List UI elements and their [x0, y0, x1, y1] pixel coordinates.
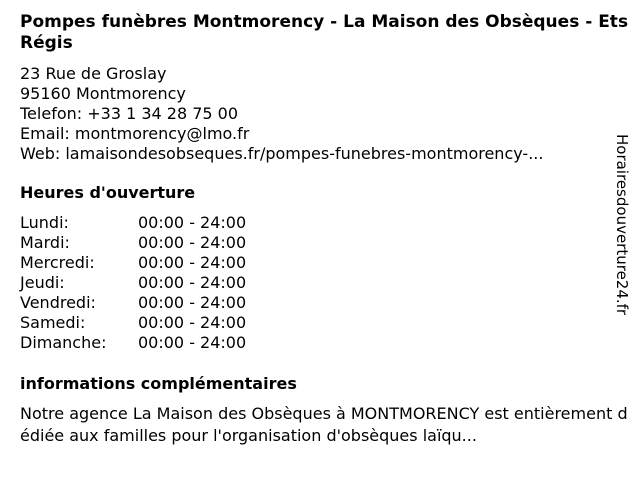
phone-line[interactable]: Telefon: +33 1 34 28 75 00 [20, 104, 239, 123]
hours-row-thursday [20, 273, 246, 293]
day-hours: 00:00 - 24:00 [138, 313, 247, 332]
web-line[interactable]: Web: lamaisondesobseques.fr/pompes-funebres-montmorency-... [20, 144, 544, 163]
day-label: Vendredi: [20, 293, 96, 312]
business-title: Pompes funèbres Montmorency - La Maison des Obsèques - Ets Régis [20, 12, 629, 53]
day-hours: 00:00 - 24:00 [138, 273, 247, 292]
day-label: Mercredi: [20, 253, 95, 272]
hours-row-sunday [20, 333, 246, 353]
hours-row-saturday [20, 313, 246, 333]
additional-info-text: Notre agence La Maison des Obsèques à MONTMORENCY est entièrement dédiée aux familles pour l'organisation d'obsèques laïqu... [20, 404, 628, 445]
day-label: Mardi: [20, 233, 70, 252]
opening-hours-table [20, 213, 246, 353]
day-hours: 00:00 - 24:00 [138, 253, 247, 272]
address-street: 23 Rue de Groslay [20, 64, 167, 83]
site-watermark: Horairesdouverture24.fr [613, 134, 631, 316]
hours-row-tuesday [20, 233, 246, 253]
day-hours: 00:00 - 24:00 [138, 213, 247, 232]
opening-hours-heading: Heures d'ouverture [20, 183, 196, 202]
hours-row-monday [20, 213, 246, 233]
day-hours: 00:00 - 24:00 [138, 293, 247, 312]
contact-block [20, 64, 600, 164]
day-label: Jeudi: [20, 273, 65, 292]
day-label: Dimanche: [20, 333, 107, 352]
day-label: Lundi: [20, 213, 69, 232]
hours-row-wednesday [20, 253, 246, 273]
day-label: Samedi: [20, 313, 86, 332]
email-line[interactable]: Email: montmorency@lmo.fr [20, 124, 250, 143]
hours-row-friday [20, 293, 246, 313]
address-city: 95160 Montmorency [20, 84, 186, 103]
additional-info-heading: informations complémentaires [20, 374, 297, 393]
day-hours: 00:00 - 24:00 [138, 333, 247, 352]
day-hours: 00:00 - 24:00 [138, 233, 247, 252]
